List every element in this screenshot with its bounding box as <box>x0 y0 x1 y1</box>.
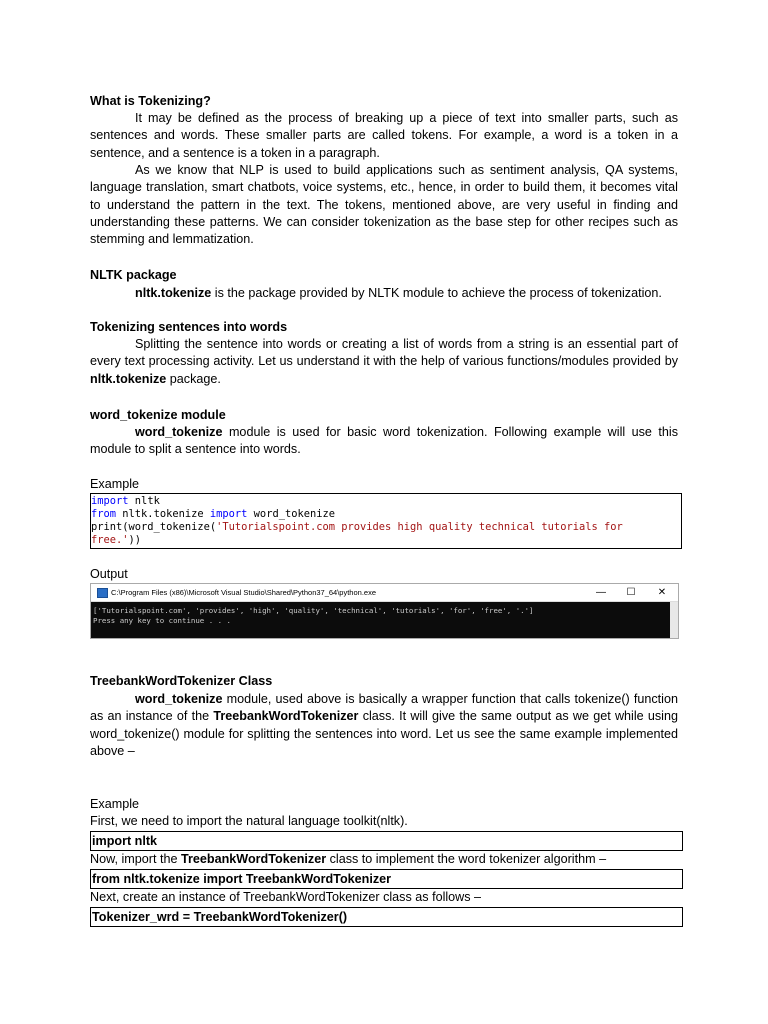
example-label-2: Example <box>90 797 139 811</box>
minimize-icon[interactable]: — <box>596 587 606 598</box>
output-label: Output <box>90 567 128 581</box>
close-icon[interactable]: ✕ <box>657 587 667 598</box>
maximize-icon[interactable]: ☐ <box>626 587 636 598</box>
step-import-treebank-text: Now, import the TreebankWordTokenizer class to implement the word tokenizer algorithm – <box>90 852 607 866</box>
code-import-treebank: from nltk.tokenize import TreebankWordTokenizer <box>90 869 683 889</box>
console-title: C:\Program Files (x86)\Microsoft Visual Studio\Shared\Python37_64\python.exe <box>111 588 376 597</box>
heading-word-tokenize-module: word_tokenize module <box>90 408 226 422</box>
example-label: Example <box>90 477 139 491</box>
console-output: ['Tutorialspoint.com', 'provides', 'high', 'quality', 'technical', 'tutorials', 'for', 'free', '.'] Press any key to continue . . . <box>93 606 534 625</box>
console-titlebar <box>91 584 678 602</box>
paragraph-treebank: word_tokenize module, used above is basically a wrapper function that calls tokenize() function as an instance of the TreebankWordTokenizer class. It will give the same output as we get while using word_tokenize() module for splitting the sentences into word. Let us see the same example implemented above – <box>90 692 678 758</box>
code-import-nltk: import nltk <box>90 831 683 851</box>
paragraph-word-tokenize: word_tokenize module is used for basic word tokenization. Following example will use this module to split a sentence into words. <box>90 425 678 457</box>
step-import-nltk-text: First, we need to import the natural language toolkit(nltk). <box>90 814 408 828</box>
console-window <box>90 583 679 639</box>
heading-what-is-tokenizing: What is Tokenizing? <box>90 94 211 108</box>
code-create-instance: Tokenizer_wrd = TreebankWordTokenizer() <box>90 907 683 927</box>
heading-tokenizing-sentences: Tokenizing sentences into words <box>90 320 288 334</box>
console-scrollbar[interactable] <box>670 602 678 638</box>
heading-treebank-class: TreebankWordTokenizer Class <box>90 674 273 688</box>
paragraph-tokenizing-definition: It may be defined as the process of breaking up a piece of text into smaller parts, such as sentences and words. These smaller parts are called tokens. For example, a word is a token in a sentence, and a sentence is a token in a paragraph. <box>90 111 678 160</box>
paragraph-nltk-tokenize: nltk.tokenize is the package provided by NLTK module to achieve the process of tokenization. <box>135 286 662 300</box>
paragraph-nlp-applications: As we know that NLP is used to build applications such as sentiment analysis, QA systems, language translation, smart chatbots, voice systems, etc., hence, in order to build them, it becomes vital to understand the pattern in the text. The tokens, mentioned above, are very useful in finding and understanding these patterns. We can consider tokenization as the base step for other recipes such as stemming and lemmatization. <box>90 163 678 247</box>
code-block-word-tokenize: import nltk from nltk.tokenize import word_tokenize print(word_tokenize('Tutorialspoint.com provides high quality technical tutorials for free.')) <box>90 493 682 549</box>
paragraph-splitting-sentences: Splitting the sentence into words or creating a list of words from a string is an essential part of every text processing activity. Let us understand it with the help of various functions/modules provided by nltk.tokenize package. <box>90 337 678 386</box>
step-create-instance-text: Next, create an instance of TreebankWordTokenizer class as follows – <box>90 890 482 904</box>
heading-nltk-package: NLTK package <box>90 268 177 282</box>
console-app-icon <box>97 588 108 598</box>
